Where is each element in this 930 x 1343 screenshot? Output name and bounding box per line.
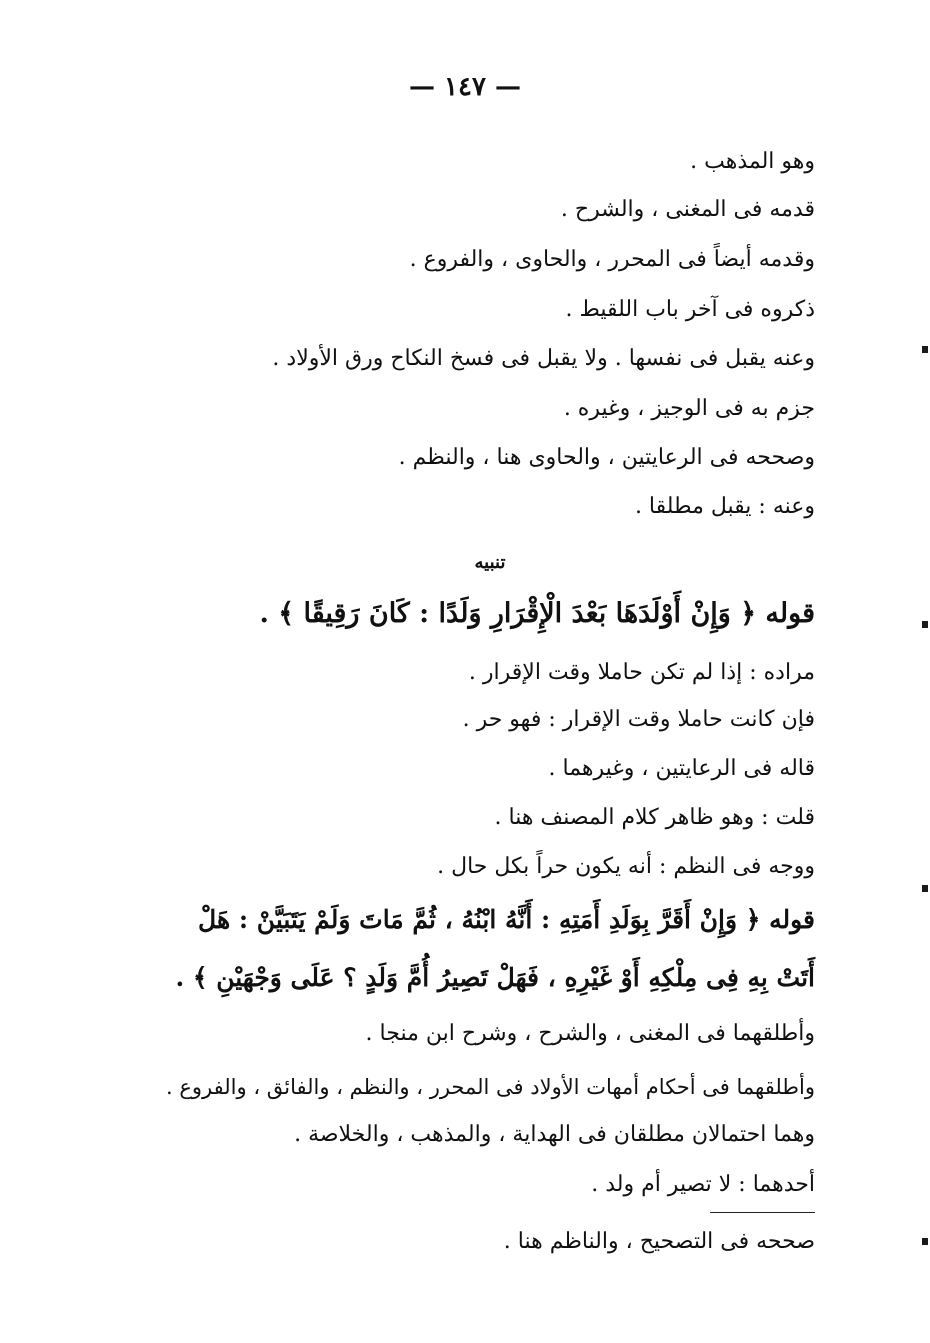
quoted-text-line: قوله ﴿ وَإِنْ أَوْلَدَهَا بَعْدَ الْإِقْرَارِ وَلَدًا : كَانَ رَقِيقًا ﴾ . [259,598,815,629]
text-line: أحدهما : لا تصير أم ولد . [591,1172,815,1197]
quoted-text-line: قوله ﴿ وَإِنْ أَقَرَّ بِوَلَدِ أَمَتِهِ : أَنَّهُ ابْنُهُ ، ثُمَّ مَاتَ وَلَمْ يَتَبَيَّنْ : هَلْ [198,905,815,934]
text-line: وهما احتمالان مطلقان فى الهداية ، والمذهب ، والخلاصة . [294,1122,815,1147]
text-line: وهو المذهب . [690,149,815,174]
divider-line [710,1212,815,1213]
text-line: ذكروه فى آخر باب اللقيط . [565,297,815,322]
margin-mark [922,1238,928,1245]
margin-mark [922,346,928,353]
text-line: قاله فى الرعايتين ، وغيرهما . [548,756,815,781]
text-line: وعنه يقبل فى نفسها . ولا يقبل فى فسخ النكاح ورق الأولاد . [272,346,815,371]
text-line: قلت : وهو ظاهر كلام المصنف هنا . [494,805,815,830]
text-line: جزم به فى الوجيز ، وغيره . [563,396,815,421]
margin-mark [922,621,928,628]
text-line: وأطلقهما فى أحكام أمهات الأولاد فى المحرر ، والنظم ، والفائق ، والفروع . [166,1075,815,1099]
text-line: قدمه فى المغنى ، والشرح . [560,197,815,222]
text-line: وأطلقهما فى المغنى ، والشرح ، وشرح ابن منجا . [365,1021,815,1046]
text-line: ووجه فى النظم : أنه يكون حراً بكل حال . [437,854,815,879]
section-heading: تنبيه [474,552,506,573]
text-line: وصححه فى الرعايتين ، والحاوى هنا ، والنظم . [398,445,815,470]
quoted-text-line: أَتَتْ بِهِ فِى مِلْكِهِ أَوْ غَيْرِهِ ، فَهَلْ تَصِيرُ أُمَّ وَلَدٍ ؟ عَلَى وَجْهَيْنِ ﴾ . [175,963,815,992]
margin-mark [922,885,928,892]
page-number: — ١٤٧ — [408,72,522,102]
text-line: فإن كانت حاملا وقت الإقرار : فهو حر . [462,707,815,732]
text-line: وعنه : يقبل مطلقا . [634,494,815,519]
text-line: صححه فى التصحيح ، والناظم هنا . [503,1229,815,1254]
text-line: مراده : إذا لم تكن حاملا وقت الإقرار . [468,660,815,685]
text-line: وقدمه أيضاً فى المحرر ، والحاوى ، والفروع . [409,247,815,272]
